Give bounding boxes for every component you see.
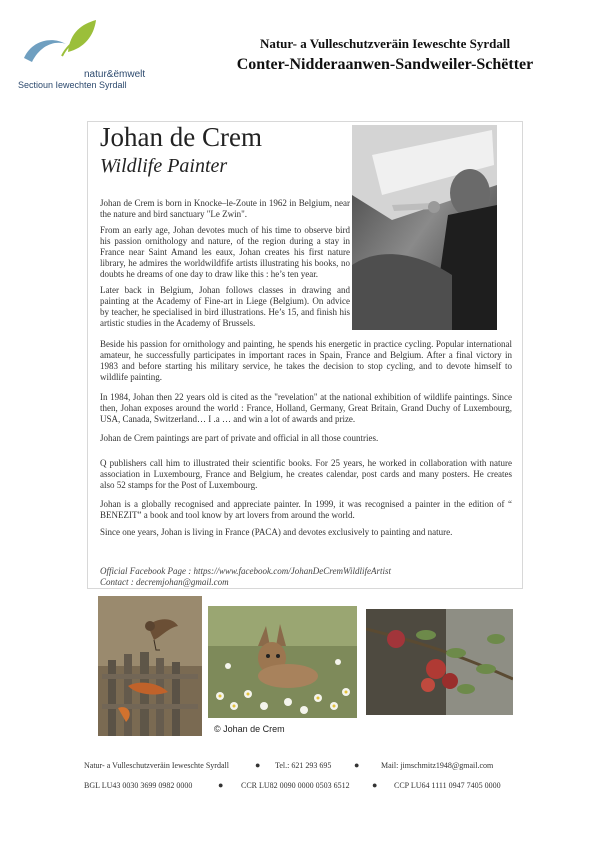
footer-bank-row — [84, 781, 524, 793]
contact-links — [100, 566, 391, 588]
bio-paragraph: Later back in Belgium, Johan follows classes in drawing and painting at the Academy of Fine-art in Liege (Belgium). On advice by teacher, he specialised in bird illustrations. He’s 15, and finish his artistic studies in the Academy of Brussels. — [100, 285, 350, 328]
painting-fawn-flowers — [208, 606, 357, 718]
footer-phone: Tel.: 621 293 695 — [275, 761, 332, 770]
biography-card — [87, 121, 523, 589]
painting-apples-branch — [366, 609, 513, 715]
footer-bank-ccp: CCP LU64 1111 0947 7405 0000 — [394, 781, 501, 790]
artist-portrait-photo — [352, 125, 497, 330]
logo-section-text: Sectioun Iewechten Syrdall — [18, 80, 127, 90]
bio-paragraph: Johan de Crem is born in Knocke–le-Zoute in 1962 in Belgium, near the nature and bird sanctuary "Le Zwin". — [100, 198, 350, 219]
bio-paragraph: Johan de Crem paintings are part of private and official in all those countries. — [100, 433, 379, 443]
bio-paragraph: Q publishers call him to illustrated their scientific books. For 25 years, he worked in collaboration with nature association in Luxembourg, France and Belgium, he creates calendar, post cards and many posters. He creates also 52 stamps for the Post of Luxembourg. — [100, 458, 512, 490]
bullet-icon: ● — [218, 780, 224, 790]
footer-email[interactable]: Mail: jimschmitz1948@gmail.com — [381, 761, 494, 770]
photo-credit: © Johan de Crem — [214, 724, 285, 734]
bio-paragraph: Johan is a globally recognised and appreciate painter. In 1999, it was recognised a painter in the edition of “ BENEZIT” a book and tool know by art lovers from around the world. — [100, 499, 512, 520]
footer-contact-row — [84, 761, 524, 773]
contact-email[interactable]: Contact : decremjohan@gmail.com — [100, 577, 229, 587]
logo-brand-text: natur&ëmwelt — [84, 69, 146, 80]
association-logo — [14, 18, 164, 98]
organization-communes: Conter-Nidderaanwen-Sandweiler-Schëtter — [236, 56, 534, 73]
bird-leaf-icon — [18, 18, 98, 70]
artist-subtitle: Wildlife Painter — [100, 155, 228, 177]
organization-name: Natur- a Vulleschutzveräin Ieweschte Syrdall — [259, 36, 511, 51]
bullet-icon: ● — [354, 760, 360, 770]
footer-organization: Natur- a Vulleschutzveräin Ieweschte Syrdall — [84, 761, 229, 770]
bio-paragraph: Since one years, Johan is living in France (PACA) and devotes exclusively to painting and nature. — [100, 527, 453, 537]
bullet-icon: ● — [372, 780, 378, 790]
artist-name: Johan de Crem — [100, 122, 262, 152]
facebook-link[interactable]: Official Facebook Page : https://www.facebook.com/JohanDeCremWildlifeArtist — [100, 566, 391, 576]
bio-paragraph: Beside his passion for ornithology and painting, he spends his energetic in practice cycling. Popular international amateur, he successfully participates in important races in Spain, France and Belgium. After a final victory in 1983 and before starting his military service, he takes the decision to stop cycling, and to devote himself to wildlife painting. — [100, 339, 512, 382]
bio-paragraph: From an early age, Johan devotes much of his time to observe bird his passion ornithology and nature, of the region during a stay in France near Saint Amand les eaux, Johan creates his first nature library, he admires the worldwildfife artists illustrating his books, no doubts he dreams of one day to draw like this : he’s ten year. — [100, 225, 350, 279]
organization-header — [175, 36, 595, 76]
painting-kestrel-fence — [98, 596, 202, 736]
bio-paragraph: In 1984, Johan then 22 years old is cited as the "revelation" at the national exhibition of wildlife paintings. Since then, Johan exposes around the world : France, Holland, Germany, Great Britain, Grand Duchy of Luxembourg, USA, Canada, Switzerland… I .a … and win a lot of awards and prize. — [100, 392, 512, 424]
footer-bank-ccr: CCR LU82 0090 0000 0503 6512 — [241, 781, 350, 790]
bullet-icon: ● — [255, 760, 261, 770]
footer-bank-bgl: BGL LU43 0030 3699 0982 0000 — [84, 781, 193, 790]
